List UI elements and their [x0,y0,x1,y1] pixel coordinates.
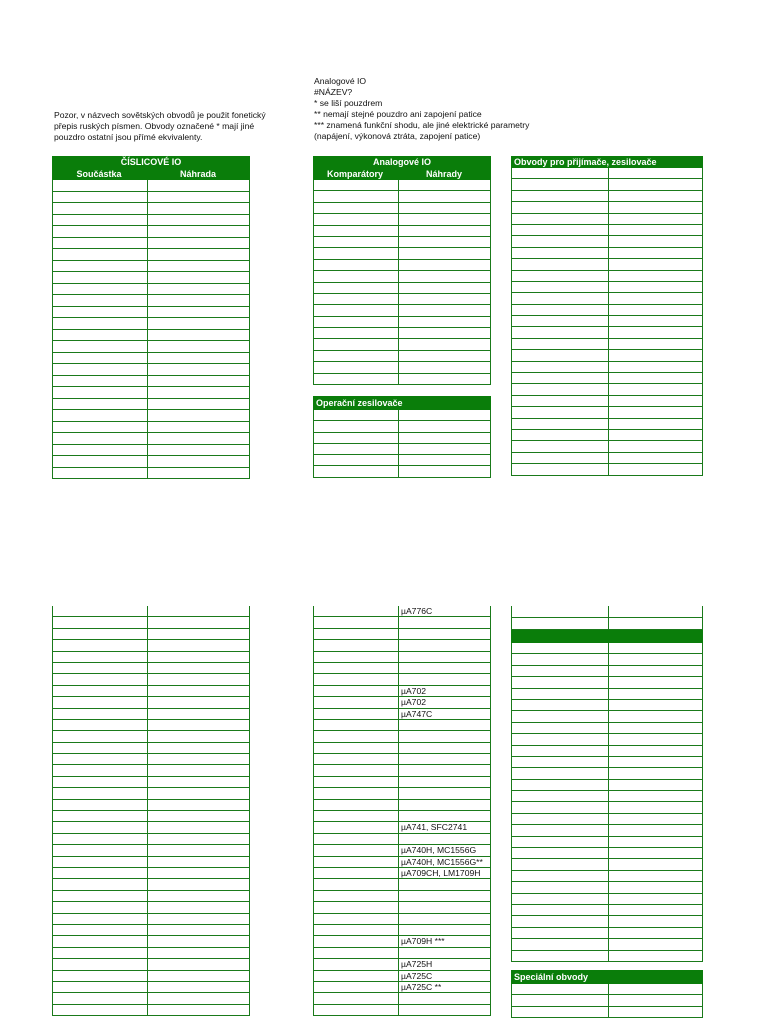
opamps-header: Operační zesilovače [313,396,491,410]
table-row [314,180,490,191]
table-row [314,959,490,970]
table-row [53,971,249,982]
table-row [314,444,490,455]
table-row [512,236,702,247]
table-row [512,293,702,304]
analog-subheader [313,168,491,180]
table-row [314,294,490,305]
table-row [314,455,490,466]
table-row [53,192,249,204]
table-row [512,894,702,905]
table-row [512,618,702,630]
table-row [53,914,249,925]
table-row [314,993,490,1004]
table-row [314,663,490,674]
table-row [314,788,490,799]
table-row [53,295,249,307]
table-cell: µA702 [401,685,427,696]
table-row [314,697,490,708]
table-row [512,848,702,859]
table-row [314,203,490,214]
table-row [53,936,249,947]
table-row [512,689,702,700]
table-row [314,362,490,373]
table-row [512,905,702,916]
table-row [53,686,249,697]
table-row [512,168,702,179]
table-row [53,376,249,388]
table-row [53,788,249,799]
table-row [314,351,490,362]
analog-col1-header: Komparátory [326,169,383,179]
table-row [512,951,702,962]
analog-col2-header: Náhrady [425,169,462,179]
table-row [53,697,249,708]
table-row [314,754,490,765]
table-cell: µA725C ** [401,981,442,992]
table-cell: µA709H *** [401,936,445,947]
table-row [53,959,249,970]
table-row [314,765,490,776]
table-row [512,327,702,338]
table-row [314,305,490,316]
table-row [314,283,490,294]
digital-col2-header: Náhrada [179,169,216,179]
table-row [314,709,490,720]
table-row [53,777,249,788]
table-row [53,261,249,273]
receivers-grid-lower-mid [511,643,703,962]
table-row [512,825,702,836]
table-row [53,720,249,731]
table-row [314,822,490,833]
table-row [512,339,702,350]
table-cell: µA740H, MC1556G** [401,856,483,867]
table-row [53,422,249,434]
table-row [314,868,490,879]
table-row [314,834,490,845]
table-row [512,757,702,768]
table-row [512,859,702,870]
table-row [512,441,702,452]
table-row [53,868,249,879]
table-cell: µA747C [401,708,433,719]
table-row [512,814,702,825]
table-row [512,179,702,190]
table-row [53,800,249,811]
table-row [512,734,702,745]
receivers-grid-upper [511,168,703,476]
table-row [512,984,702,995]
table-row [314,214,490,225]
table-row [53,238,249,250]
table-cell: µA709CH, LM1709H [401,867,481,878]
table-row [512,916,702,927]
table-row [53,629,249,640]
table-row [314,433,490,444]
table-row [512,723,702,734]
note-left: Pozor, v názvech sovětských obvodů je použit fonetický přepis ruských písmen. Obvody označené * mají jiné pouzdro ostatní jsou přímé ekvivalenty. [54,110,266,142]
table-row [314,845,490,856]
table-row [512,654,702,665]
table-row [53,879,249,890]
table-row [314,260,490,271]
table-row [512,791,702,802]
table-row [314,891,490,902]
table-row [53,180,249,192]
table-row [53,226,249,238]
table-row [314,731,490,742]
table-row [314,971,490,982]
table-row [314,271,490,282]
digital-col1-header: Součástka [76,169,122,179]
table-row [314,328,490,339]
table-row [512,214,702,225]
table-row [53,353,249,365]
table-row [314,936,490,947]
table-row [53,857,249,868]
table-row [512,271,702,282]
table-cell: µA776C [401,606,433,616]
table-row [512,780,702,791]
table-row [314,617,490,628]
table-row [512,871,702,882]
table-row [512,316,702,327]
table-row [314,686,490,697]
table-row [53,743,249,754]
table-row [512,453,702,464]
table-row [314,237,490,248]
table-row [512,384,702,395]
table-row [53,731,249,742]
table-row [512,259,702,270]
table-row [53,445,249,457]
special-header: Speciální obvody [511,970,703,984]
table-row [53,606,249,617]
table-row [512,362,702,373]
table-row [314,800,490,811]
table-cell: µA725H [401,959,433,970]
table-row [53,456,249,468]
table-row [512,666,702,677]
table-row [53,765,249,776]
table-row [512,746,702,757]
table-row [512,882,702,893]
table-row [314,421,490,432]
table-row [53,822,249,833]
table-row [53,1005,249,1016]
table-row [53,811,249,822]
table-row [512,995,702,1006]
table-row [512,928,702,939]
table-row [53,307,249,319]
table-row [512,464,702,475]
table-row [314,317,490,328]
table-row [314,466,490,477]
table-row [53,663,249,674]
table-row [314,606,490,617]
table-row [53,364,249,376]
table-row [314,1005,490,1016]
table-row [53,754,249,765]
table-row [512,711,702,722]
table-row [314,674,490,685]
table-cell: µA725C [401,970,433,981]
analog-grid-upper [313,180,491,385]
table-row [53,674,249,685]
table-row [53,902,249,913]
table-row [512,643,702,654]
table-row [512,396,702,407]
analog-header: Analogové IO [313,156,491,168]
table-row [512,350,702,361]
table-row [53,341,249,353]
table-row [53,272,249,284]
table-row [512,430,702,441]
table-row [314,743,490,754]
table-row [512,700,702,711]
table-row [314,652,490,663]
table-row [53,948,249,959]
table-row [53,834,249,845]
table-row [314,902,490,913]
table-row [314,777,490,788]
table-row [53,215,249,227]
receivers-grid-lower-top [511,606,703,630]
digital-subheader [52,168,250,180]
receivers-grid-lower-bottom [511,984,703,1018]
table-row [314,640,490,651]
note-right: Analogové IO #NÁZEV? * se liší pouzdrem ** nemají stejné pouzdro ani zapojení patice *** znamená funkční shodu, ale jiné elektrické parametry (napájení, výkonová ztráta, zapojení patice) [314,76,530,141]
table-row [53,330,249,342]
table-row [53,410,249,422]
table-row [314,914,490,925]
table-row [314,374,490,385]
table-row [53,387,249,399]
table-row [53,709,249,720]
digital-header: ČÍSLICOVÉ IO [52,156,250,168]
table-row [314,982,490,993]
opamps-grid [313,410,491,478]
table-row [53,982,249,993]
receivers-lower-band [511,630,703,643]
table-row [512,373,702,384]
table-row [53,993,249,1004]
table-row [53,617,249,628]
digital-grid-lower [52,606,250,1016]
table-row [512,606,702,618]
table-row [314,811,490,822]
table-row [53,399,249,411]
table-row [53,891,249,902]
table-row [314,226,490,237]
table-row [512,837,702,848]
table-row [512,191,702,202]
table-cell: µA741, SFC2741 [401,822,468,833]
table-row [512,939,702,950]
table-row [512,419,702,430]
table-row [53,845,249,856]
table-row [53,652,249,663]
table-row [53,468,249,480]
table-row [512,1007,702,1018]
table-row [512,202,702,213]
table-row [314,191,490,202]
table-row [512,282,702,293]
table-row [53,249,249,261]
table-row [512,248,702,259]
table-row [314,339,490,350]
table-row [314,410,490,421]
table-row [53,203,249,215]
table-cell: µA740H, MC1556G [401,845,477,856]
table-row [512,407,702,418]
table-row [512,225,702,236]
table-cell: µA702 [401,697,427,708]
table-row [512,677,702,688]
table-row [314,720,490,731]
table-row [53,318,249,330]
table-row [512,768,702,779]
table-row [314,248,490,259]
receivers-header: Obvody pro přijímače, zesilovače [511,156,703,168]
table-row [512,802,702,813]
table-row [314,857,490,868]
table-row [53,925,249,936]
table-row [314,629,490,640]
table-row [53,640,249,651]
table-row [314,925,490,936]
table-row [53,284,249,296]
table-row [314,948,490,959]
table-row [512,305,702,316]
analog-grid-lower [313,606,491,1016]
digital-grid-upper [52,180,250,479]
table-row [53,433,249,445]
table-row [314,879,490,890]
